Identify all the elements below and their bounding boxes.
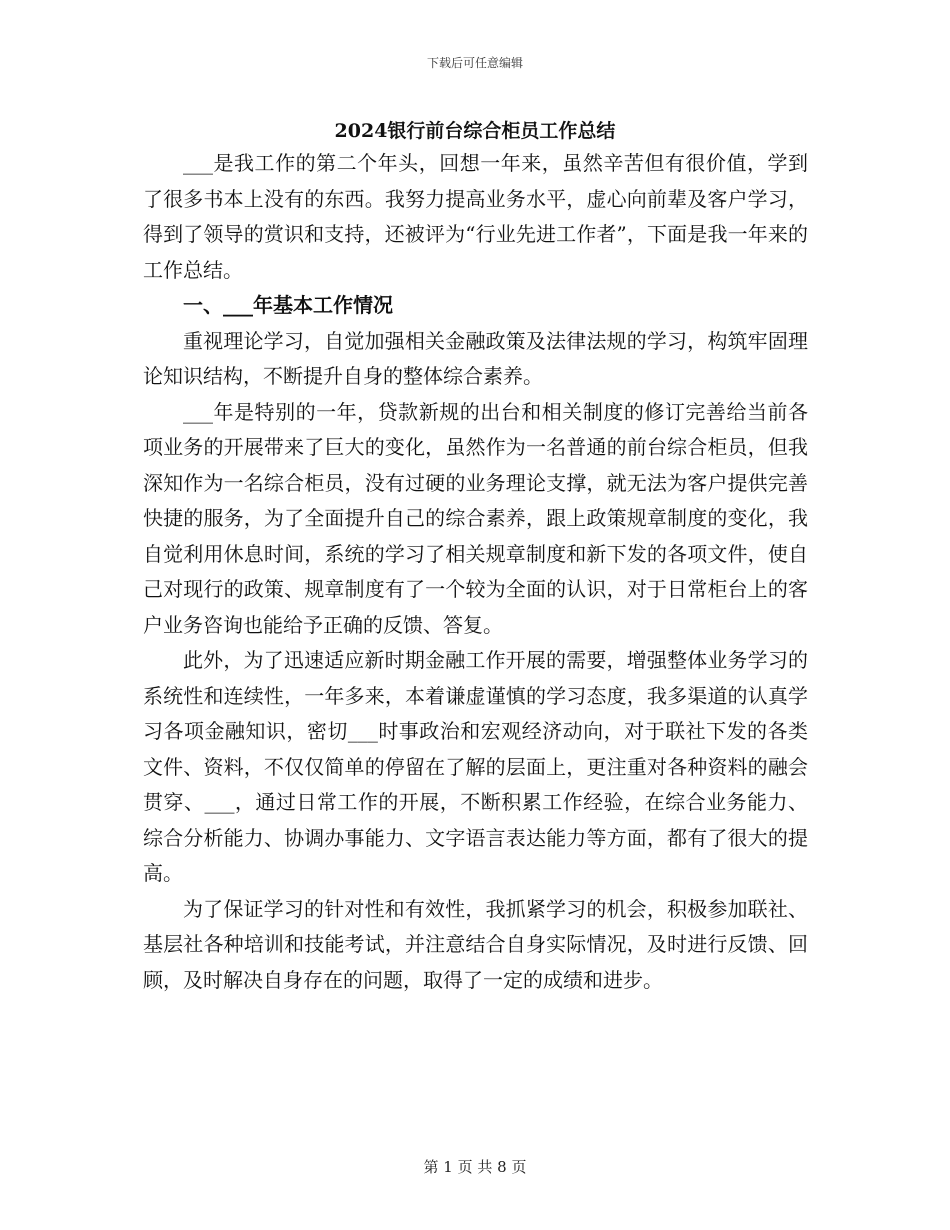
paragraph-theory: 重视理论学习，自觉加强相关金融政策及法律法规的学习，构筑牢固理论知识结构，不断提升自身的整体综合素养。 (143, 328, 808, 388)
page-footer: 第 1 页 共 8 页 (423, 1158, 527, 1176)
paragraph-special-year: ___年是特别的一年，贷款新规的出台和相关制度的修订完善给当前各项业务的开展带来了巨大的变化，虽然作为一名普通的前台综合柜员，但我深知作为一名综合柜员，没有过硬的业务理论支撑，就无法为客户提供完善快捷的服务，为了全面提升自己的综合素养，跟上政策规章制度的变化，我自觉利用休息时间，系统的学习了相关规章制度和新下发的各项文件，使自己对现行的政策、规章制度有了一个较为全面的认识，对于日常柜台上的客户业务咨询也能给予正确的反馈、答复。 (143, 399, 808, 637)
section-heading: 一、___年基本工作情况 (183, 293, 393, 317)
header-note: 下载后可任意编辑 (426, 56, 523, 70)
paragraph-intro: ___是我工作的第二个年头，回想一年来，虽然辛苦但有很价值，学到了很多书本上没有的东西。我努力提高业务水平，虚心向前辈及客户学习，得到了领导的赏识和支持，还被评为“行业先进工作者”，下面是我一年来的工作总结。 (143, 151, 808, 282)
document-body (143, 146, 808, 998)
paragraph-training: 为了保证学习的针对性和有效性，我抓紧学习的机会，积极参加联社、基层社各种培训和技能考试，并注意结合自身实际情况，及时进行反馈、回顾，及时解决自身存在的问题，取得了一定的成绩和进步。 (143, 896, 808, 992)
document-title: 2024银行前台综合柜员工作总结 (334, 120, 616, 142)
paragraph-in-addition: 此外，为了迅速适应新时期金融工作开展的需要，增强整体业务学习的系统性和连续性，一年多来，本着谦虚谨慎的学习态度，我多渠道的认真学习各项金融知识，密切___时事政治和宏观经济动向，对于联社下发的各类文件、资料，不仅仅简单的停留在了解的层面上，更注重对各种资料的融会贯穿、___，通过日常工作的开展，不断积累工作经验，在综合业务能力、综合分析能力、协调办事能力、文字语言表达能力等方面，都有了很大的提高。 (143, 648, 808, 885)
